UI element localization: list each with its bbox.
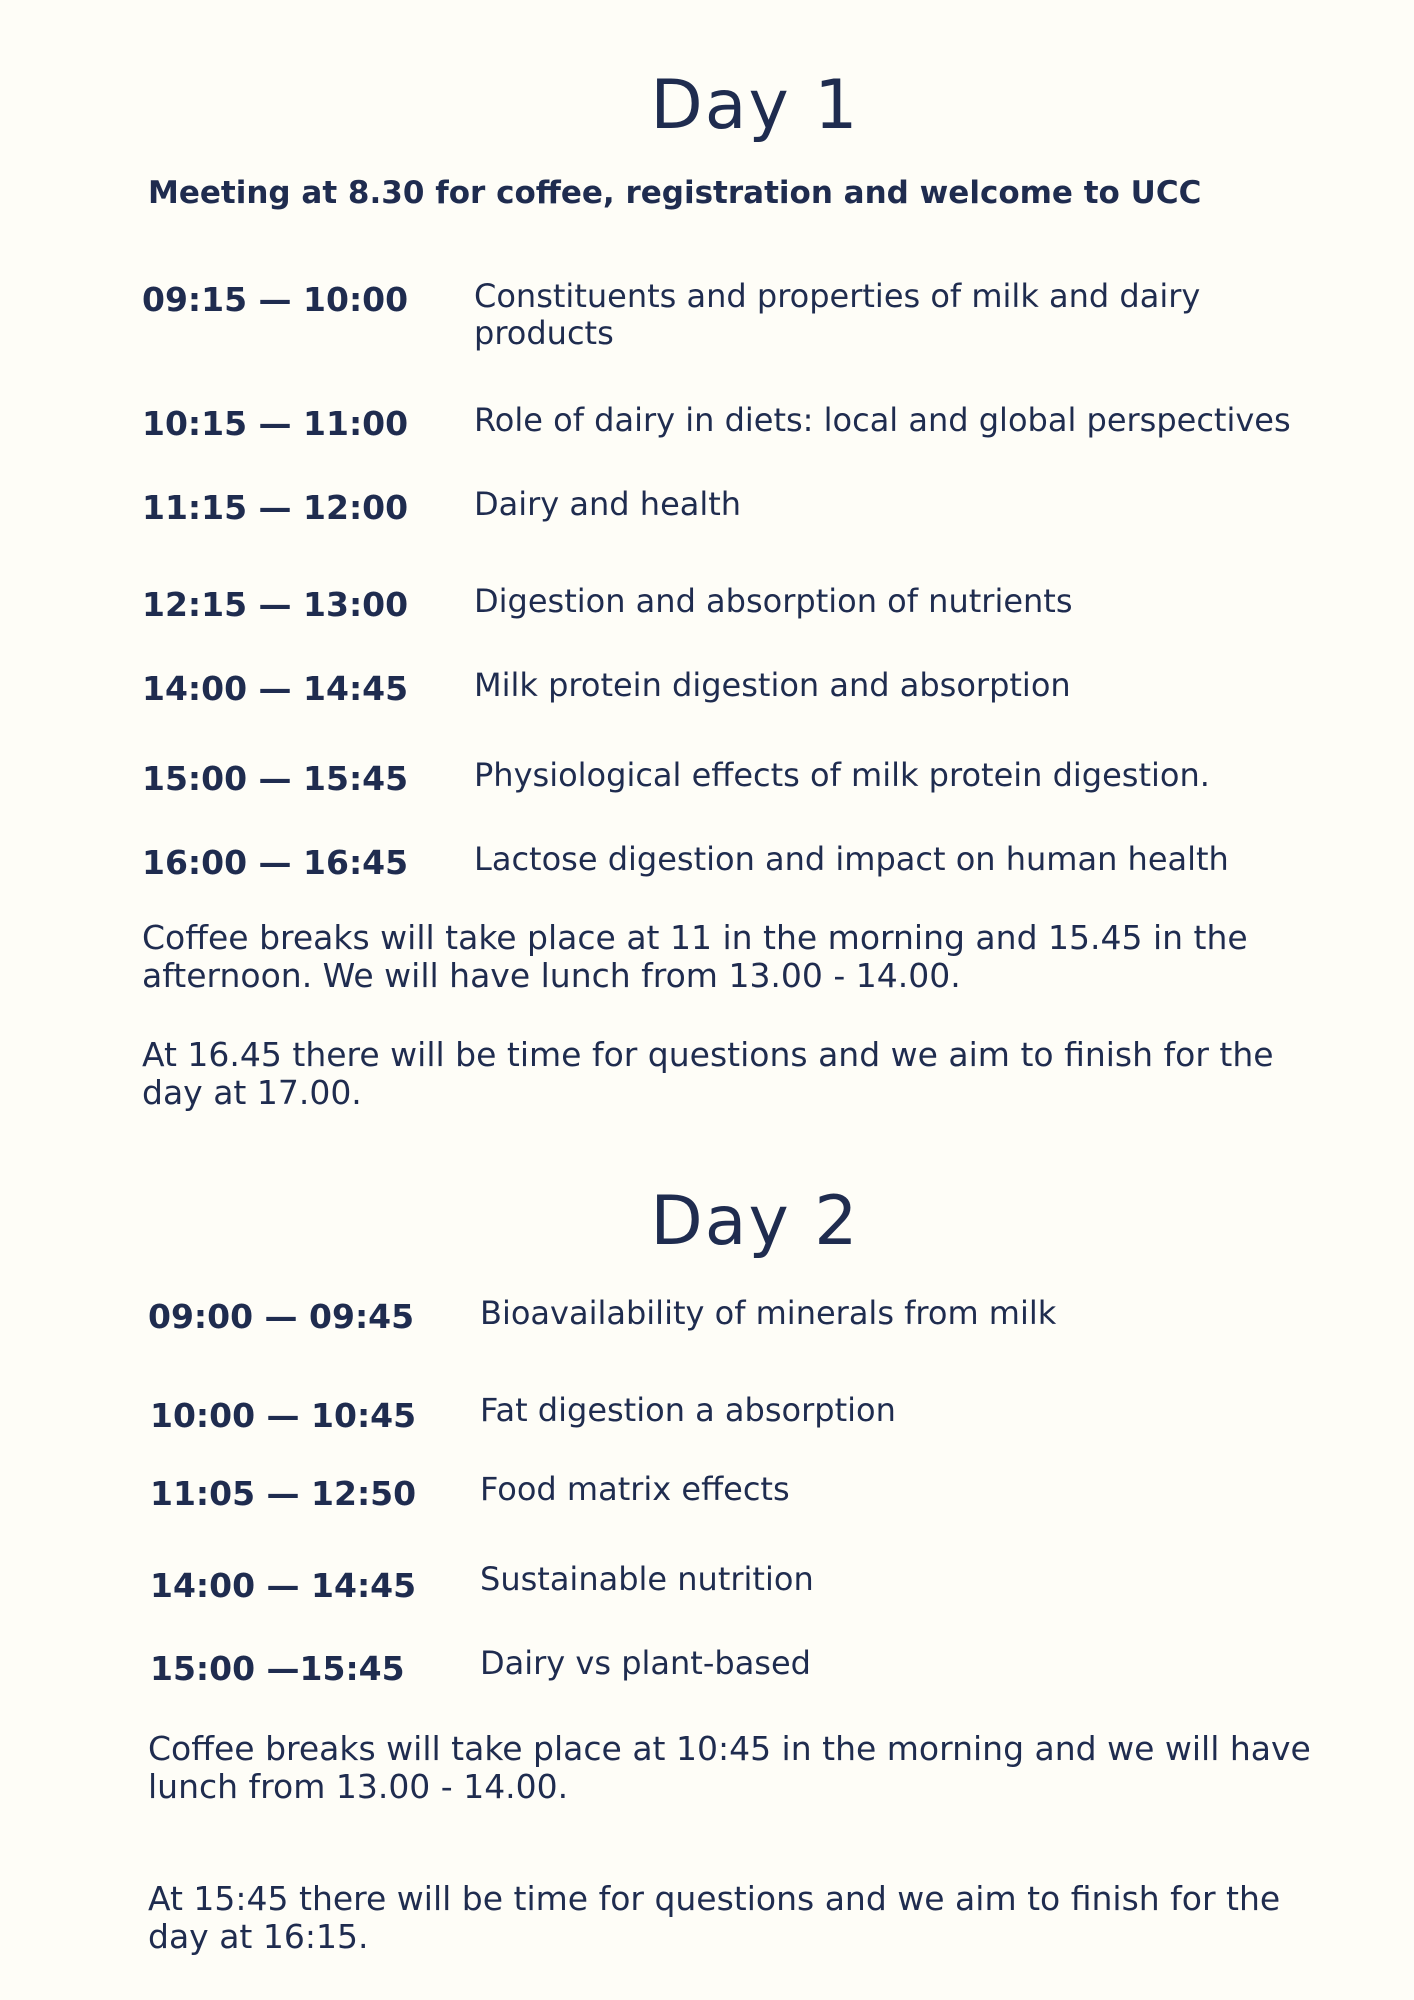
- session-time: 11:05 — 12:50: [150, 1474, 417, 1513]
- day1-questions-note: At 16.45 there will be time for questions and we aim to finish for the day at 17.00.: [142, 1035, 1274, 1112]
- session-topic: Role of dairy in diets: local and global perspectives: [474, 401, 1291, 439]
- session-time: 09:00 — 09:45: [148, 1297, 415, 1336]
- day2-questions-note: At 15:45 there will be time for questions and we aim to finish for the day at 16:15.: [148, 1879, 1281, 1956]
- session-topic: Fat digestion a absorption: [480, 1391, 896, 1429]
- day2-breaks-note: Coffee breaks will take place at 10:45 in the morning and we will have lunch from 13.00 - 14.00.: [148, 1729, 1311, 1806]
- day1-title: Day 1: [650, 66, 860, 145]
- session-topic: Sustainable nutrition: [480, 1560, 814, 1598]
- day1-intro: Meeting at 8.30 for coffee, registration and welcome to UCC: [148, 175, 1202, 211]
- session-topic: Bioavailability of minerals from milk: [480, 1294, 1057, 1332]
- session-time: 15:00 — 15:45: [142, 759, 409, 798]
- session-topic: Milk protein digestion and absorption: [474, 666, 1071, 704]
- session-time: 10:00 — 10:45: [150, 1396, 417, 1435]
- session-topic: Digestion and absorption of nutrients: [474, 582, 1073, 620]
- session-topic: Food matrix effects: [480, 1470, 790, 1508]
- session-topic: Physiological effects of milk protein digestion.: [474, 756, 1210, 794]
- session-time: 11:15 — 12:00: [142, 488, 409, 527]
- session-topic: Dairy vs plant-based: [480, 1644, 811, 1682]
- session-time: 09:15 — 10:00: [142, 280, 409, 319]
- session-time: 14:00 — 14:45: [150, 1566, 417, 1605]
- session-topic: Lactose digestion and impact on human health: [474, 840, 1229, 878]
- session-topic: Dairy and health: [474, 485, 742, 523]
- session-time: 12:15 — 13:00: [142, 585, 409, 624]
- session-topic: Constituents and properties of milk and dairy products: [474, 277, 1201, 352]
- day1-breaks-note: Coffee breaks will take place at 11 in the morning and 15.45 in the afternoon. We will have lunch from 13.00 - 14.00.: [142, 918, 1248, 995]
- session-time: 15:00 —15:45: [150, 1649, 405, 1688]
- day2-title: Day 2: [650, 1182, 860, 1261]
- session-time: 16:00 — 16:45: [142, 843, 409, 882]
- session-time: 10:15 — 11:00: [142, 404, 409, 443]
- session-time: 14:00 — 14:45: [142, 669, 409, 708]
